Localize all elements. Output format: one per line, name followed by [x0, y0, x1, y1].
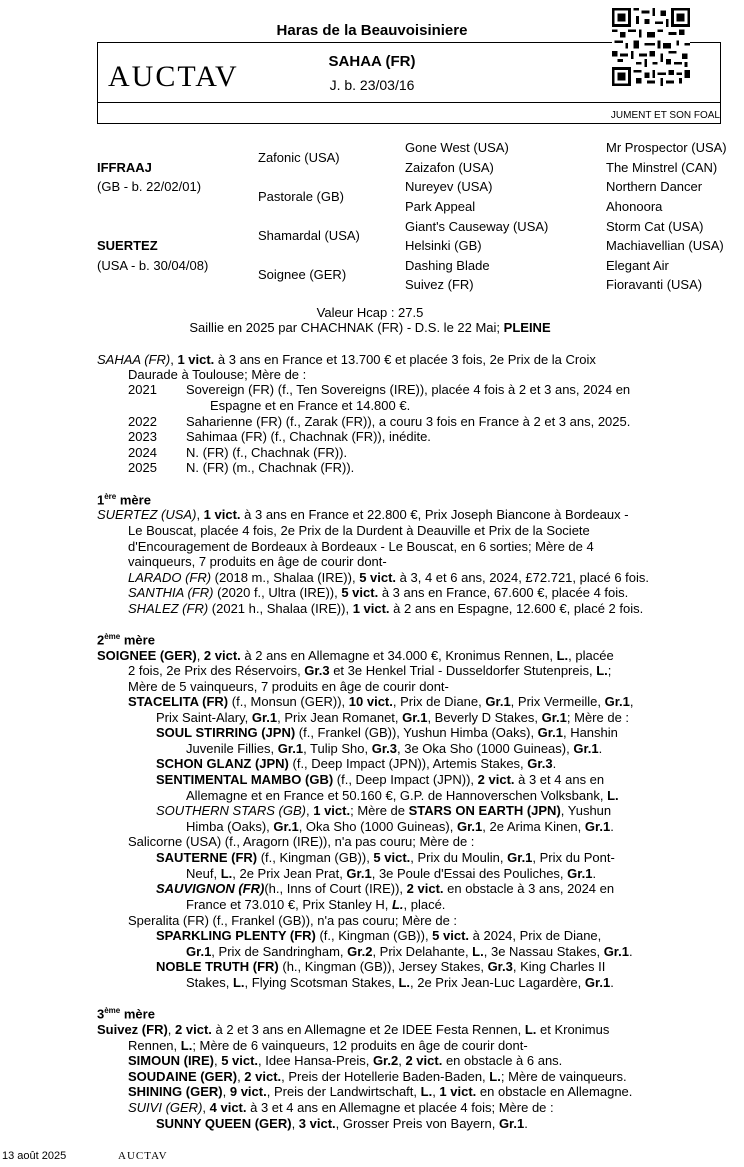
gen2-1: Pastorale (GB) [258, 189, 344, 204]
auctav-logo: AUCTAV [108, 60, 239, 93]
noble-truth-line1: NOBLE TRUTH (FR) (h., Kingman (GB)), Jersey Stakes, Gr.3, King Charles II [156, 959, 606, 974]
second-dam-title: 2ème mère [97, 632, 155, 648]
southern-stars-line2: Himba (Oaks), Gr.1, Oka Sho (1000 Guineas), Gr.1, 2e Arima Kinen, Gr.1. [186, 819, 614, 834]
valeur-hcap: Valeur Hcap : 27.5 [316, 305, 424, 320]
footer-date: 13 août 2025 [2, 1150, 67, 1162]
suivi-line: SUIVI (GER), 4 vict. à 3 et 4 ans en Allemagne et placée 4 fois; Mère de : [128, 1100, 554, 1115]
southern-stars-line1: SOUTHERN STARS (GB), 1 vict.; Mère de STARS ON EARTH (JPN), Yushun [156, 803, 612, 818]
first-dam-produce: LARADO (FR) (2018 m., Shalaa (IRE)), 5 vict. à 3, 4 et 6 ans, 2024, £72.721, placé 6 fois. [128, 570, 650, 585]
gen3-0: Gone West (USA) [405, 140, 509, 155]
gen3-6: Dashing Blade [405, 258, 490, 273]
produce-intro-line2: Daurade à Toulouse; Mère de : [128, 367, 307, 382]
produce-entry: N. (FR) (m., Chachnak (FR)). [186, 460, 355, 475]
gen2-2: Shamardal (USA) [258, 228, 360, 243]
qr-code-icon [612, 8, 690, 86]
sentimental-mambo-line1: SENTIMENTAL MAMBO (GB) (f., Deep Impact (JPN)), 2 vict. à 3 et 4 ans en [156, 772, 605, 787]
gen3-2: Nureyev (USA) [405, 179, 493, 194]
produce-entry: N. (FR) (f., Chachnak (FR)). [186, 445, 348, 460]
gen3-3: Park Appeal [405, 199, 476, 214]
produce-intro-line1: SAHAA (FR), 1 vict. à 3 ans en France et 13.700 € et placée 3 fois, 2e Prix de la Croix [97, 352, 596, 367]
gen4-6: Elegant Air [606, 258, 669, 273]
third-dam-line2: Rennen, L.; Mère de 6 vainqueurs, 12 produits en âge de courir dont- [128, 1038, 528, 1053]
first-dam-title: 1ère mère [97, 492, 151, 508]
sparkling-plenty-line2: Gr.1, Prix de Sandringham, Gr.2, Prix Delahante, L., 3e Nassau Stakes, Gr.1. [186, 944, 633, 959]
gen3-7: Suivez (FR) [405, 277, 474, 292]
sauterne-line2: Neuf, L., 2e Prix Jean Prat, Gr.1, 3e Poule d'Essai des Pouliches, Gr.1. [186, 866, 597, 881]
third-dam-line1: Suivez (FR), 2 vict. à 2 et 3 ans en Allemagne et 2e IDEE Festa Rennen, L. et Kronimus [97, 1022, 610, 1037]
sentimental-mambo-line2: Allemagne et en France et 50.160 €, G.P. de Hannoverschen Volksbank, L. [186, 788, 619, 803]
sire-name: IFFRAAJ [97, 160, 152, 175]
sauvignon-line2: France et 73.010 €, Prix Stanley H, L., placé. [186, 897, 446, 912]
sire-info: (GB - b. 22/02/01) [97, 179, 202, 194]
simoun-line: SIMOUN (IRE), 5 vict., Idee Hansa-Preis, Gr.2, 2 vict. en obstacle à 6 ans. [128, 1053, 563, 1068]
shining-line: SHINING (GER), 9 vict., Preis der Landwirtschaft, L., 1 vict. en obstacle en Allemagne. [128, 1084, 633, 1099]
horse-details: J. b. 23/03/16 [329, 77, 415, 93]
produce-year: 2024 [128, 445, 157, 460]
lot-category: JUMENT ET SON FOAL [610, 110, 720, 121]
third-dam-title: 3ème mère [97, 1006, 155, 1022]
second-dam-line2: 2 fois, 2e Prix des Réservoirs, Gr.3 et 3e Henkel Trial - Dusseldorfer Stutenpreis, L.; [128, 663, 612, 678]
gen4-3: Ahonoora [606, 199, 663, 214]
schon-glanz-line: SCHON GLANZ (JPN) (f., Deep Impact (JPN)), Artemis Stakes, Gr.3. [156, 756, 557, 771]
produce-year: 2021 [128, 382, 157, 397]
stacelita-line1: STACELITA (FR) (f., Monsun (GER)), 10 vict., Prix de Diane, Gr.1, Prix Vermeille, Gr.1, [128, 694, 634, 709]
sparkling-plenty-line1: SPARKLING PLENTY (FR) (f., Kingman (GB)), 5 vict. à 2024, Prix de Diane, [156, 928, 602, 943]
gen4-4: Storm Cat (USA) [606, 219, 704, 234]
sauterne-line1: SAUTERNE (FR) (f., Kingman (GB)), 5 vict., Prix du Moulin, Gr.1, Prix du Pont- [156, 850, 615, 865]
speralita-line: Speralita (FR) (f., Frankel (GB)), n'a pas couru; Mère de : [128, 913, 458, 928]
salicorne-line: Salicorne (USA) (f., Aragorn (IRE)), n'a pas couru; Mère de : [128, 834, 475, 849]
soul-stirring-line2: Juvenile Fillies, Gr.1, Tulip Sho, Gr.3, 3e Oka Sho (1000 Guineas), Gr.1. [186, 741, 603, 756]
second-dam-line1: SOIGNEE (GER), 2 vict. à 2 ans en Allemagne et 34.000 €, Kronimus Rennen, L., placée [97, 648, 614, 663]
first-dam-produce: SANTHIA (FR) (2020 f., Ultra (IRE)), 5 vict. à 3 ans en France, 67.600 €, placée 4 fois. [128, 585, 629, 600]
second-dam-line3: Mère de 5 vainqueurs, 7 produits en âge de courir dont- [128, 679, 449, 694]
gen4-7: Fioravanti (USA) [606, 277, 703, 292]
soudaine-line: SOUDAINE (GER), 2 vict., Preis der Hotellerie Baden-Baden, L.; Mère de vainqueurs. [128, 1069, 627, 1084]
gen4-5: Machiavellian (USA) [606, 238, 724, 253]
produce-year: 2022 [128, 414, 157, 429]
sunny-queen-line: SUNNY QUEEN (GER), 3 vict., Grosser Preis von Bayern, Gr.1. [156, 1116, 528, 1131]
produce-entry-cont: Espagne et en France et 14.800 €. [210, 398, 411, 413]
gen4-0: Mr Prospector (USA) [606, 140, 727, 155]
stacelita-line2: Prix Saint-Alary, Gr.1, Prix Jean Romanet, Gr.1, Beverly D Stakes, Gr.1; Mère de : [156, 710, 630, 725]
first-dam-line2: Le Bouscat, placée 4 fois, 2e Prix de la Durdent à Deauville et Prix de la Societe [128, 523, 590, 538]
gen3-1: Zaizafon (USA) [405, 160, 494, 175]
produce-entry: Sovereign (FR) (f., Ten Sovereigns (IRE)), placée 4 fois à 2 et 3 ans, 2024 en [186, 382, 631, 397]
gen3-5: Helsinki (GB) [405, 238, 482, 253]
gen3-4: Giant's Causeway (USA) [405, 219, 549, 234]
produce-year: 2023 [128, 429, 157, 444]
dam-name: SUERTEZ [97, 238, 158, 253]
produce-year: 2025 [128, 460, 157, 475]
gen4-2: Northern Dancer [606, 179, 703, 194]
gen2-0: Zafonic (USA) [258, 150, 340, 165]
gen2-3: Soignee (GER) [258, 267, 347, 282]
noble-truth-line2: Stakes, L., Flying Scotsman Stakes, L., 2e Prix Jean-Luc Lagardère, Gr.1. [186, 975, 614, 990]
footer-logo: AUCTAV [118, 1150, 168, 1162]
dam-info: (USA - b. 30/04/08) [97, 258, 209, 273]
gen4-1: The Minstrel (CAN) [606, 160, 718, 175]
horse-name: SAHAA (FR) [328, 53, 416, 70]
soul-stirring-line1: SOUL STIRRING (JPN) (f., Frankel (GB)), Yushun Himba (Oaks), Gr.1, Hanshin [156, 725, 618, 740]
first-dam-line4: vainqueurs, 7 produits en âge de courir dont- [128, 554, 387, 569]
sauvignon-line1: SAUVIGNON (FR)(h., Inns of Court (IRE)), 2 vict. en obstacle à 3 ans, 2024 en [156, 881, 615, 896]
saillie-line: Saillie en 2025 par CHACHNAK (FR) - D.S. le 22 Mai; PLEINE [189, 320, 551, 335]
first-dam-line1: SUERTEZ (USA), 1 vict. à 3 ans en France et 22.800 €, Prix Joseph Biancone à Bordeaux - [97, 507, 629, 522]
first-dam-line3: d'Encouragement de Bordeaux à Bordeaux - Le Bouscat, en 6 sorties; Mère de 4 [128, 539, 594, 554]
first-dam-produce: SHALEZ (FR) (2021 h., Shalaa (IRE)), 1 vict. à 2 ans en Espagne, 12.600 €, placé 2 fois. [128, 601, 644, 616]
produce-entry: Saharienne (FR) (f., Zarak (FR)), a couru 3 fois en France à 2 et 3 ans, 2025. [186, 414, 631, 429]
produce-entry: Sahimaa (FR) (f., Chachnak (FR)), inédite. [186, 429, 431, 444]
page-title: Haras de la Beauvoisiniere [276, 22, 468, 39]
